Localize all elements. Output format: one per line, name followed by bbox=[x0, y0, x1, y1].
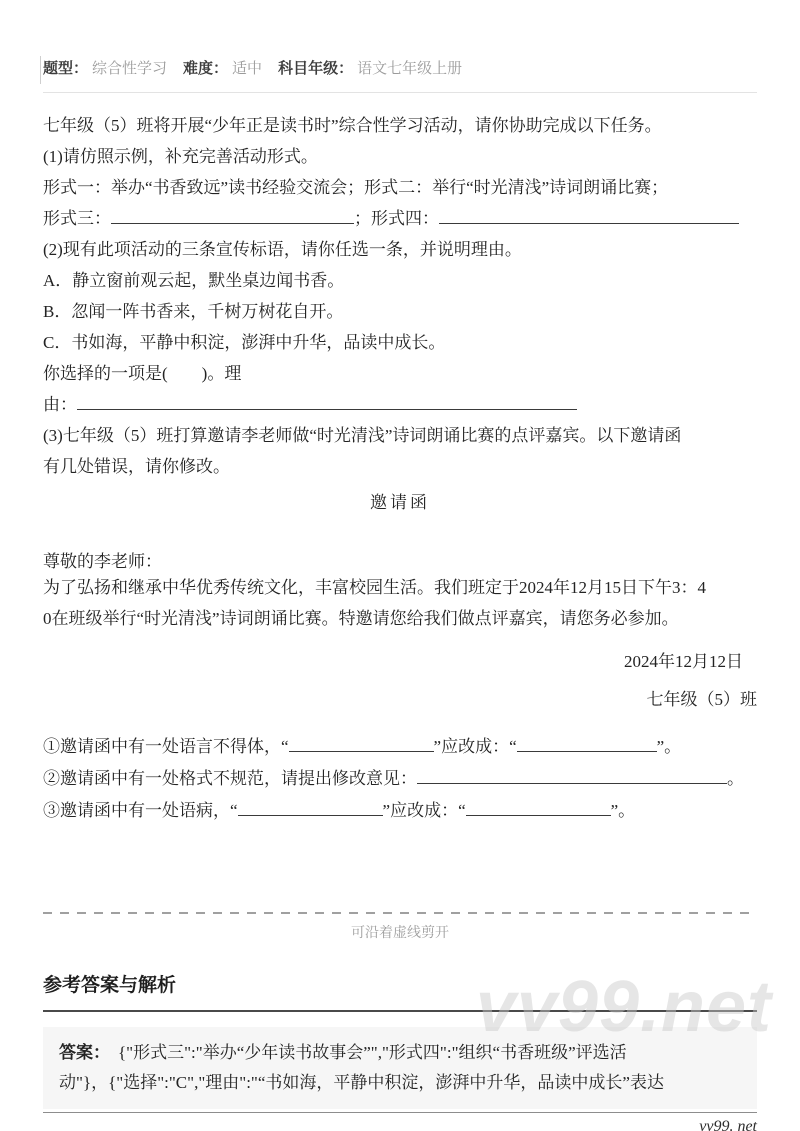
subquestion-2 bbox=[43, 763, 757, 795]
footer-divider bbox=[43, 1112, 757, 1113]
answer-text bbox=[59, 1038, 741, 1098]
meta-value: 综合性学习 bbox=[92, 60, 168, 77]
option-b: B．忽闻一阵书香来，千树万树花自开。 bbox=[43, 302, 344, 321]
question-part3-line2: 有几处错误，请你修改。 bbox=[43, 457, 230, 476]
page-edge-mark bbox=[40, 56, 41, 84]
invitation-title: 邀请函 bbox=[370, 493, 430, 512]
answer-line1: {"形式三":"举办“少年读书故事会”","形式四":"组织“书香班级”评选活 bbox=[118, 1043, 627, 1062]
answer-label: 答案： bbox=[59, 1043, 110, 1062]
subq1-blank-2 bbox=[517, 738, 657, 752]
meta-subject-grade bbox=[278, 57, 462, 78]
subquestions-block bbox=[43, 731, 757, 827]
header-divider bbox=[43, 92, 757, 93]
subq3-suffix: ”。 bbox=[610, 801, 636, 820]
answer-section-heading: 参考答案与解析 bbox=[43, 975, 177, 996]
answer-box bbox=[43, 1027, 757, 1109]
invitation-body-line1: 为了弘扬和继承中华优秀传统文化，丰富校园生活。我们班定于2024年12月15日下午3：4 bbox=[43, 578, 706, 597]
meta-label: 题型： bbox=[43, 60, 89, 77]
question-intro: 七年级（5）班将开展“少年正是读书时”综合性学习活动，请你协助完成以下任务。 bbox=[43, 116, 662, 135]
meta-value: 适中 bbox=[232, 60, 263, 77]
form3-label: 形式三： bbox=[43, 209, 111, 228]
invitation-date: 2024年12月12日 bbox=[624, 652, 743, 671]
invitation-salutation: 尊敬的李老师： bbox=[43, 552, 162, 571]
cut-label: 可沿着虚线剪开 bbox=[351, 926, 449, 941]
reason-line bbox=[43, 389, 757, 420]
subquestion-1 bbox=[43, 731, 757, 763]
subq3-mid: ”应改成：“ bbox=[382, 801, 466, 820]
reason-label: 由： bbox=[43, 395, 77, 414]
answer-heading-divider bbox=[43, 1010, 757, 1012]
reason-blank bbox=[77, 396, 577, 410]
question-forms-blanks bbox=[43, 203, 757, 234]
invitation-body-line2: 0在班级举行“时光清浅”诗词朗诵比赛。特邀请您给我们做点评嘉宾，请您务必参加。 bbox=[43, 609, 679, 628]
option-a: A．静立窗前观云起，默坐桌边闻书香。 bbox=[43, 271, 345, 290]
subq1-mid: ”应改成：“ bbox=[433, 737, 517, 756]
header-meta bbox=[43, 0, 757, 78]
form3-blank bbox=[111, 210, 354, 224]
site-watermark: vv99.net bbox=[475, 967, 772, 1047]
subquestion-3 bbox=[43, 795, 757, 827]
subq1-blank-1 bbox=[289, 738, 434, 752]
meta-label: 难度： bbox=[183, 60, 229, 77]
subq3-text: ③邀请函中有一处语病，“ bbox=[43, 801, 238, 820]
option-c: C．书如海，平静中积淀，澎湃中升华，品读中成长。 bbox=[43, 333, 446, 352]
question-forms-examples: 形式一：举办“书香致远”读书经验交流会；形式二：举行“时光清浅”诗词朗诵比赛； bbox=[43, 178, 669, 197]
form4-label: ；形式四： bbox=[354, 209, 439, 228]
subq3-blank-1 bbox=[238, 802, 383, 816]
question-part1: (1)请仿照示例，补充完善活动形式。 bbox=[43, 147, 318, 166]
subq3-blank-2 bbox=[466, 802, 611, 816]
subq2-text: ②邀请函中有一处格式不规范，请提出修改意见： bbox=[43, 769, 417, 788]
invitation-body bbox=[43, 572, 757, 634]
question-part3-line1: (3)七年级（5）班打算邀请李老师做“时光清浅”诗词朗诵比赛的点评嘉宾。以下邀请函 bbox=[43, 426, 682, 445]
question-part2: (2)现有此项活动的三条宣传标语，请你任选一条，并说明理由。 bbox=[43, 240, 522, 259]
subq1-suffix: ”。 bbox=[656, 737, 682, 756]
meta-difficulty bbox=[183, 57, 262, 78]
meta-label: 科目年级： bbox=[278, 60, 354, 77]
site-footer: vv99. net bbox=[699, 1118, 757, 1131]
subq2-blank bbox=[417, 770, 727, 784]
answer-line2: 动"}，{"选择":"C","理由":"“书如海，平静中积淀，澎湃中升华，品读中成长”表达 bbox=[59, 1073, 664, 1092]
cut-dashed-line bbox=[43, 912, 757, 914]
choose-line: 你选择的一项是( )。理 bbox=[43, 364, 242, 383]
subq1-text: ①邀请函中有一处语言不得体，“ bbox=[43, 737, 289, 756]
question-block bbox=[43, 110, 757, 482]
meta-value: 语文七年级上册 bbox=[357, 60, 463, 77]
meta-question-type bbox=[43, 57, 167, 78]
form4-blank bbox=[439, 210, 739, 224]
subq2-suffix: 。 bbox=[727, 769, 744, 788]
invitation-signature: 七年级（5）班 bbox=[646, 690, 757, 709]
